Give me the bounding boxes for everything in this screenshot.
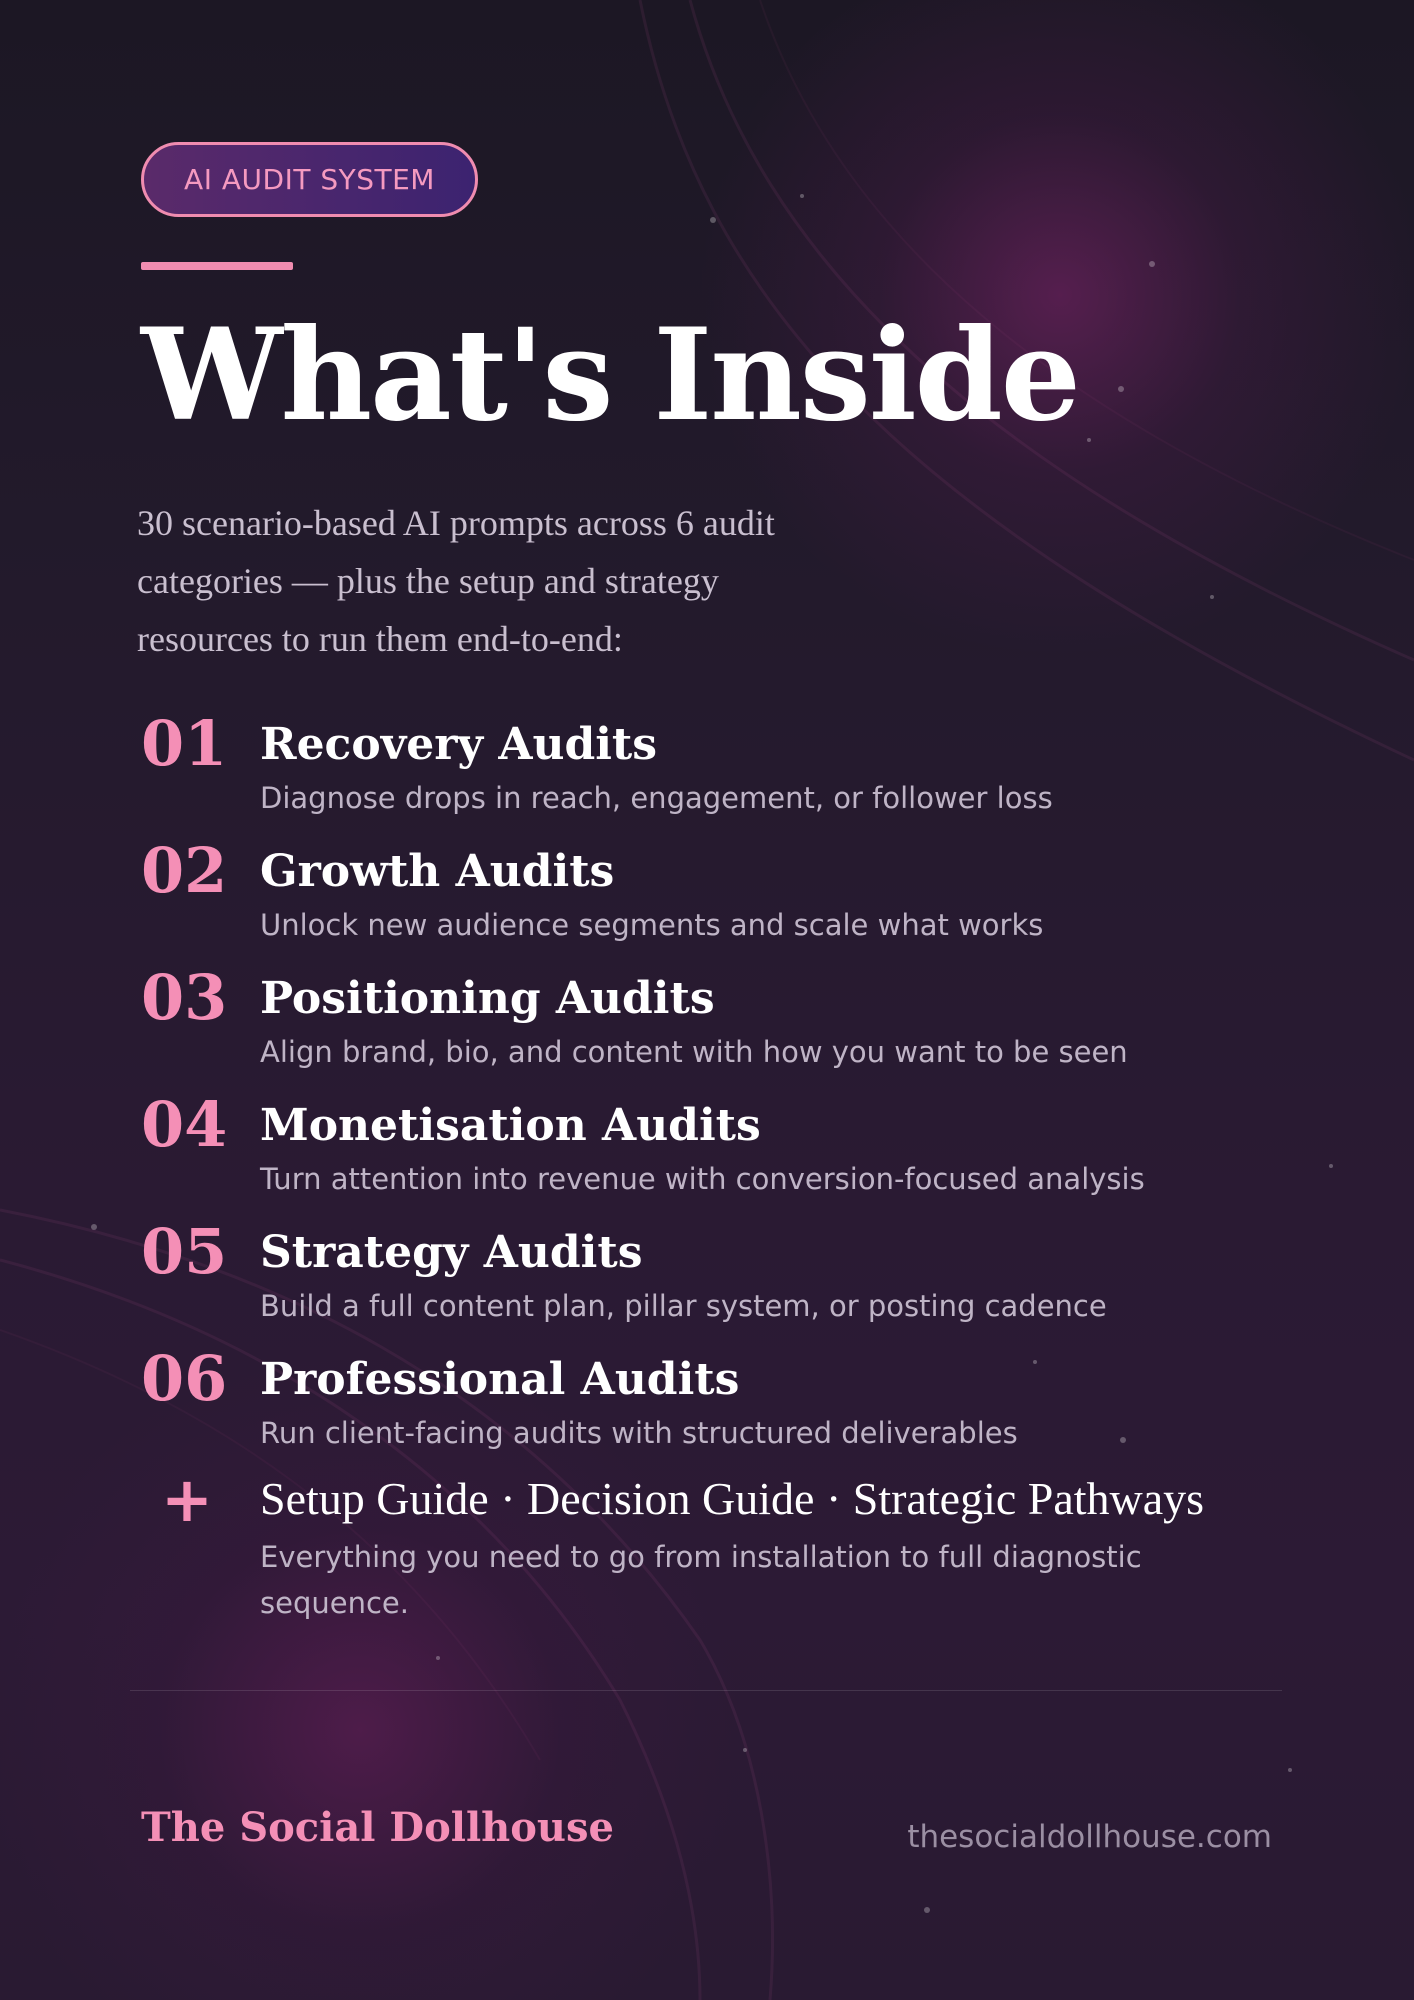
category-title: Positioning Audits [260, 973, 715, 1024]
category-description: Diagnose drops in reach, engagement, or follower loss [260, 781, 1053, 815]
plus-icon: + [161, 1463, 213, 1536]
category-number: 05 [141, 1215, 228, 1288]
category-number: 02 [141, 834, 228, 907]
category-number: 01 [141, 707, 228, 780]
intro-line: 30 scenario-based AI prompts across 6 audit [137, 503, 775, 543]
extras-title: Setup Guide · Decision Guide · Strategic Pathways [260, 1473, 1205, 1524]
category-title: Professional Audits [260, 1354, 740, 1405]
category-description: Turn attention into revenue with conversion-focused analysis [260, 1162, 1145, 1196]
category-title: Recovery Audits [260, 719, 658, 770]
title-accent-line [141, 262, 293, 270]
category-number: 06 [141, 1342, 228, 1415]
category-title: Monetisation Audits [260, 1100, 761, 1151]
category-description: Unlock new audience segments and scale what works [260, 908, 1044, 942]
intro-text [137, 494, 927, 668]
page-title: What's Inside [141, 301, 1079, 449]
category-number: 03 [141, 961, 228, 1034]
category-description: Build a full content plan, pillar system, or posting cadence [260, 1289, 1107, 1323]
intro-line: resources to run them end-to-end: [137, 619, 623, 659]
footer-divider [130, 1690, 1282, 1691]
extras-description: Everything you need to go from installation to full diagnostic sequence. [260, 1540, 1142, 1620]
category-badge: AI AUDIT SYSTEM [141, 142, 478, 217]
website-link[interactable]: thesocialdollhouse.com [907, 1819, 1272, 1855]
category-description: Run client-facing audits with structured deliverables [260, 1416, 1018, 1450]
category-title: Growth Audits [260, 846, 615, 897]
brand-name: The Social Dollhouse [141, 1804, 614, 1851]
category-number: 04 [141, 1088, 228, 1161]
category-title: Strategy Audits [260, 1227, 643, 1278]
intro-line: categories — plus the setup and strategy [137, 561, 719, 601]
category-description: Align brand, bio, and content with how you want to be seen [260, 1035, 1128, 1069]
